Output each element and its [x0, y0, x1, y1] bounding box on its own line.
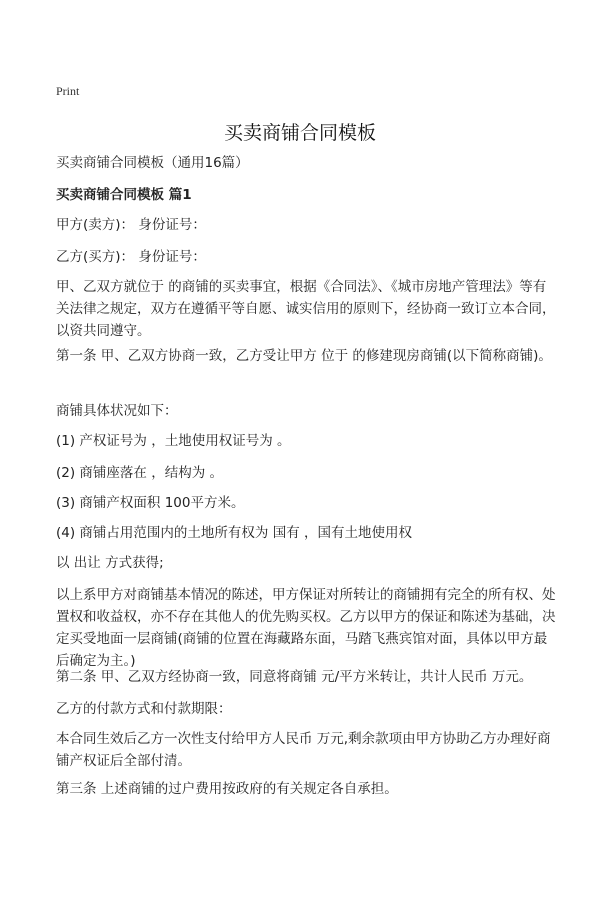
document-title: 买卖商铺合同模板 — [223, 122, 376, 144]
paragraph-item-3: (3) 商铺产权面积 100平方米。 — [56, 495, 245, 511]
paragraph-article-1: 第一条 甲、乙双方协商一致，乙方受让甲方 位于 的修建现房商铺(以下简称商铺)。 — [56, 348, 552, 364]
paragraph-preamble: 甲、乙双方就位于 的商铺的买卖事宜，根据《合同法》、《城市房地产管理法》等有关法律之规定，双方在遵循平等自愿、诚实信用的原则下，经协商一致订立本合同，以资共同遵守。 — [56, 279, 556, 339]
paragraph-payment-heading: 乙方的付款方式和付款期限： — [56, 701, 232, 717]
paragraph-guarantee: 以上系甲方对商铺基本情况的陈述，甲方保证对所转让的商铺拥有完全的所有权、处置权和收益权，亦不存在其他人的优先购买权。乙方以甲方的保证和陈述为基础，决定买受地面一层商铺(商铺的位置在海藏路东面，马踏飞燕宾馆对面，具体以甲方最后确定为主。) — [56, 587, 556, 669]
section-heading: 买卖商铺合同模板 篇1 — [56, 187, 192, 203]
document-subtitle: 买卖商铺合同模板（通用16篇） — [56, 155, 249, 171]
paragraph-article-2: 第二条 甲、乙双方经协商一致，同意将商铺 元/平方米转让，共计人民币 万元。 — [56, 669, 533, 685]
paragraph-land-transfer: 以 出让 方式获得; — [56, 555, 164, 571]
paragraph-details-heading: 商铺具体状况如下： — [56, 403, 178, 419]
paragraph-buyer: 乙方(买方)： 身份证号： — [56, 249, 206, 265]
print-label[interactable]: Print — [56, 84, 80, 98]
paragraph-payment-terms: 本合同生效后乙方一次性支付给甲方人民币 万元,剩余款项由甲方协助乙方办理好商铺产权证后全部付清。 — [56, 731, 551, 769]
paragraph-seller: 甲方(卖方)： 身份证号： — [56, 217, 206, 233]
paragraph-item-1: (1) 产权证号为 ，土地使用权证号为 。 — [56, 433, 291, 449]
paragraph-item-2: (2) 商铺座落在 ，结构为 。 — [56, 465, 223, 481]
paragraph-item-4: (4) 商铺占用范围内的土地所有权为 国有 ，国有土地使用权 — [56, 525, 412, 541]
paragraph-article-3: 第三条 上述商铺的过户费用按政府的有关规定各自承担。 — [56, 781, 398, 797]
